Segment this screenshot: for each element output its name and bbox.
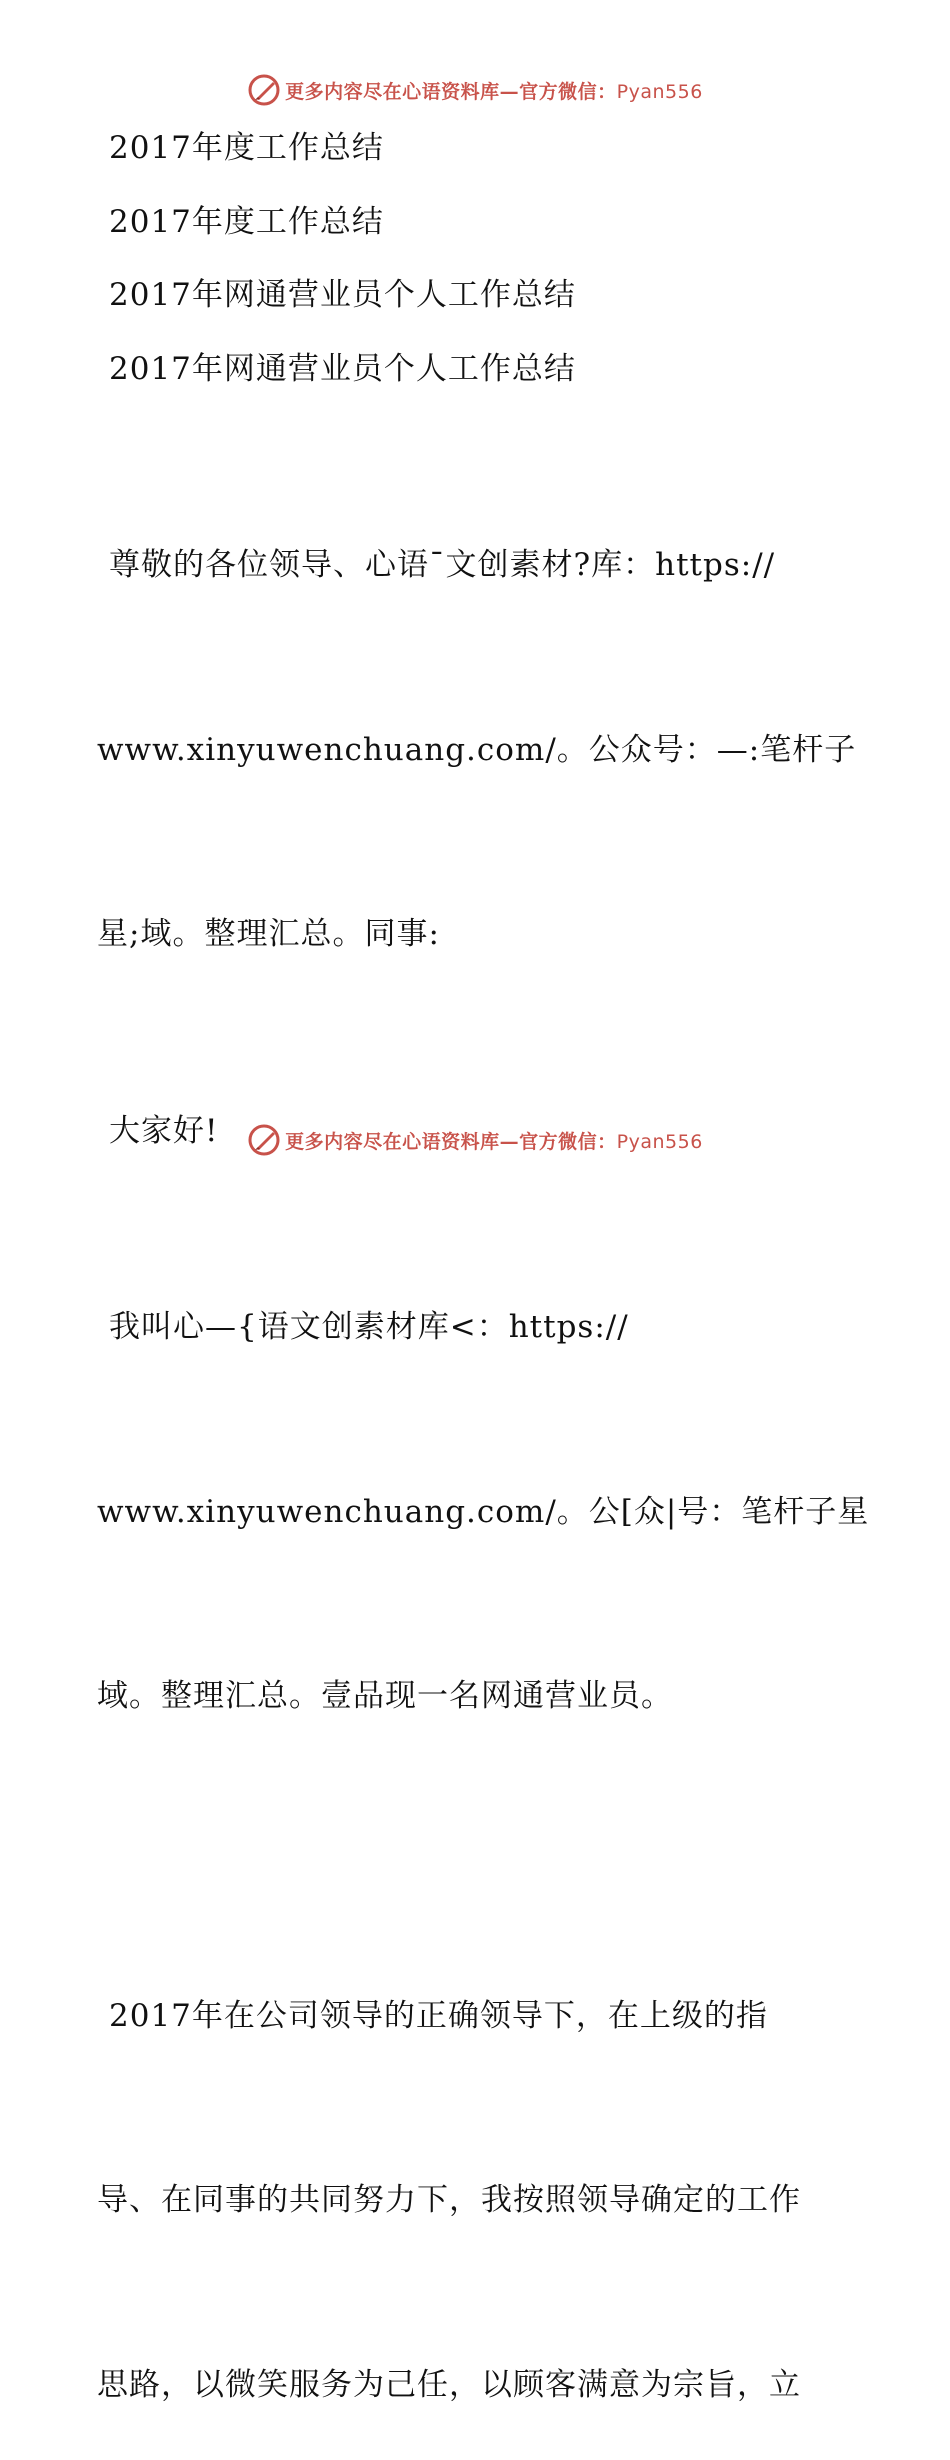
document-subtitle: 2017年网通营业员个人工作总结: [97, 265, 857, 327]
body-line: 2017年在公司领导的正确领导下，在上级的指: [97, 1986, 857, 2048]
banner-text: 更多内容尽在心语资料库—官方微信：Pyan556: [285, 77, 703, 104]
wechat-id: Pyan556: [617, 1131, 703, 1153]
footer-banner: [0, 1120, 950, 1160]
salutation-line: 尊敬的各位领导、心语¯文创素材?库：https://: [97, 535, 857, 597]
quill-pen-icon: [247, 73, 281, 107]
salutation-paragraph: [97, 412, 857, 1089]
header-banner: [0, 70, 950, 110]
intro-line: 域。整理汇总。壹品现一名网通营业员。: [97, 1666, 857, 1728]
document-body: [97, 118, 857, 2460]
body-line: 导、在同事的共同努力下，我按照领导确定的工作: [97, 2170, 857, 2232]
body-line: 思路，以微笑服务为己任，以顾客满意为宗旨，立: [97, 2355, 857, 2417]
salutation-line: 星;域。整理汇总。同事:: [97, 904, 857, 966]
intro-line: www.xinyuwenchuang.com/。公[众|号：笔杆子星: [97, 1482, 857, 1544]
banner-text: 更多内容尽在心语资料库—官方微信：Pyan556: [285, 1127, 703, 1154]
intro-paragraph: [97, 1174, 857, 1851]
quill-pen-icon: [247, 1123, 281, 1157]
document-title-repeat: 2017年度工作总结: [97, 192, 857, 254]
wechat-id: Pyan556: [617, 81, 703, 103]
intro-line: 我叫心—{语文创素材库<：https://: [97, 1297, 857, 1359]
document-subtitle-repeat: 2017年网通营业员个人工作总结: [97, 339, 857, 401]
salutation-line: www.xinyuwenchuang.com/。公众号：—:笔杆子: [97, 720, 857, 782]
document-title: 2017年度工作总结: [97, 118, 857, 180]
body-paragraph: [97, 1863, 857, 2460]
greeting: 大家好!: [97, 1101, 857, 1163]
